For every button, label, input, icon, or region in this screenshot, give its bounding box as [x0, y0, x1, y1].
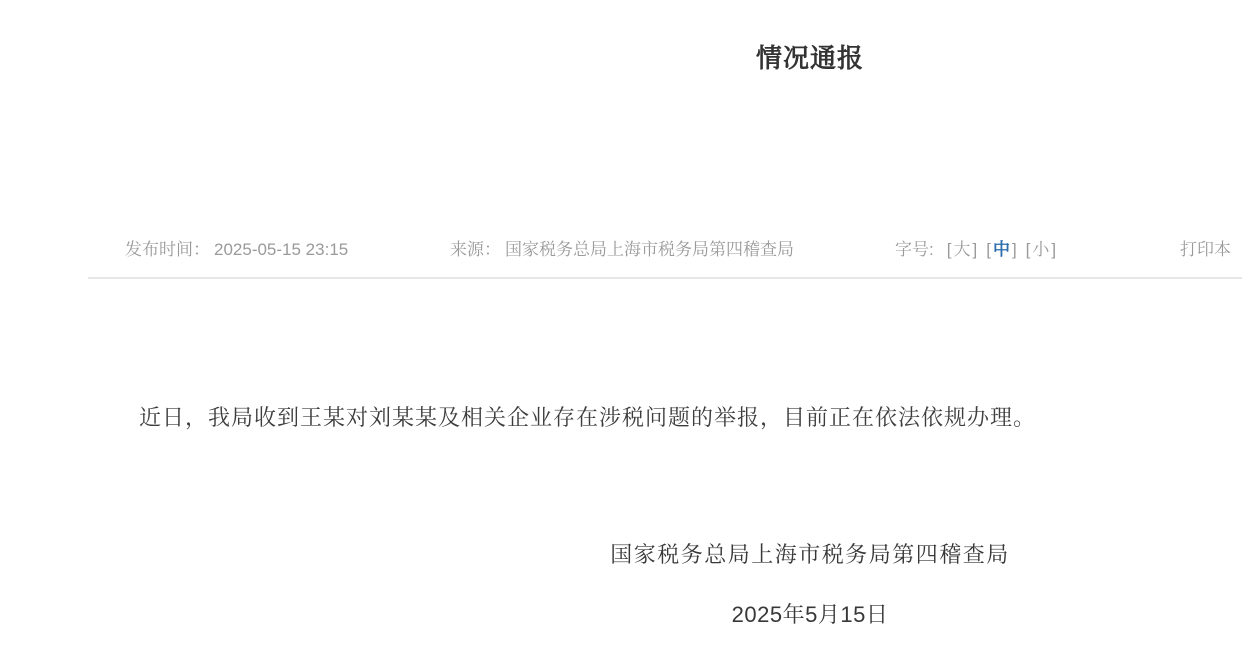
font-size-option-大[interactable]: [大] — [946, 240, 980, 259]
article-container — [88, 0, 1242, 660]
font-size-control — [895, 238, 1058, 262]
signature-date: 2025年5月15日 — [731, 602, 889, 627]
font-size-option-中[interactable]: [中] — [986, 240, 1019, 259]
signature-agency: 国家税务总局上海市税务局第四稽查局 — [610, 542, 1010, 567]
publish-time-label: 发布时间： — [125, 240, 210, 259]
source — [450, 238, 794, 262]
source-value: 国家税务总局上海市税务局第四稽查局 — [505, 240, 794, 259]
article-body: 近日，我局收到王某对刘某某及相关企业存在涉税问题的举报，目前正在依法依规办理。 — [139, 405, 1037, 430]
publish-time-value: 2025-05-15 23:15 — [214, 240, 349, 259]
header-divider — [88, 277, 1242, 279]
font-size-options — [938, 240, 1058, 259]
font-size-option-小[interactable]: [小] — [1025, 240, 1059, 259]
font-size-label: 字号: — [895, 240, 934, 259]
print-page-button[interactable]: 打印本 — [1180, 240, 1231, 259]
publish-time — [125, 238, 348, 262]
page-title: 情况通报 — [755, 43, 864, 73]
source-label: 来源： — [450, 240, 501, 259]
